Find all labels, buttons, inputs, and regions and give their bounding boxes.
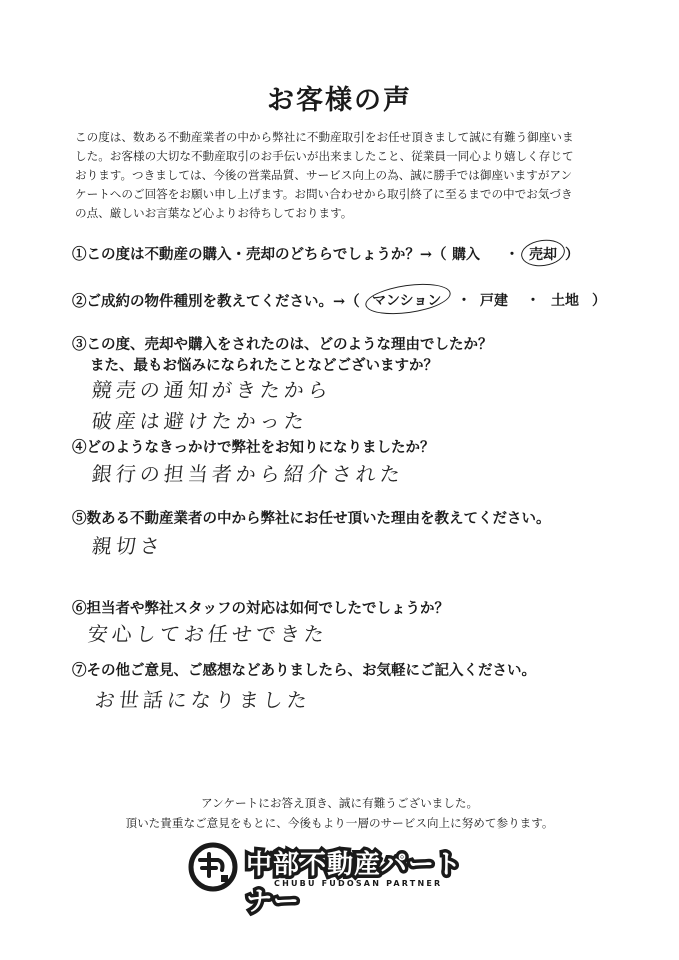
intro-text bbox=[75, 128, 610, 223]
answer-3-line-1: 競売の通知がきたから bbox=[90, 378, 334, 402]
answer-3-line-2: 破産は避けたかった bbox=[90, 409, 310, 433]
intro-line: ケートへのご回答をお願い申し上げます。お問い合わせから取引終了に至るまでの中でお気づき bbox=[75, 187, 573, 201]
question-3-line-2: また、最もお悩みになられたことなどございますか？ bbox=[90, 357, 438, 374]
option-purchase[interactable]: 購入 bbox=[452, 247, 480, 263]
answer-5: 親切さ bbox=[90, 534, 166, 558]
option-house[interactable]: 戸建 bbox=[480, 293, 508, 309]
question-1: ①この度は不動産の購入・売却のどちらでしょうか？→（ bbox=[72, 246, 447, 263]
option-close-paren: ） bbox=[565, 247, 579, 263]
answer-4: 銀行の担当者から紹介された bbox=[90, 462, 406, 486]
intro-line: の点、厳しいお言葉など心よりお待ちしております。 bbox=[75, 206, 353, 220]
logo-mark-icon bbox=[188, 842, 238, 892]
option-separator: ・ bbox=[505, 247, 519, 263]
selected-circle-mansion bbox=[363, 279, 452, 319]
closing-line-2: 頂いた貴重なご意見をもとに、今後もより一層のサービス向上に努めて参ります。 bbox=[125, 816, 554, 830]
question-3-line-1: ③この度、売却や購入をされたのは、どのような理由でしたか？ bbox=[72, 336, 493, 353]
option-sale[interactable]: 売却 bbox=[529, 247, 557, 263]
question-2: ②ご成約の物件種別を教えてください。→（ bbox=[72, 293, 360, 310]
intro-line: した。お客様の大切な不動産取引のお手伝いが出来ましたこと、従業員一同心より嬉しく存じて bbox=[75, 149, 574, 163]
question-4: ④どのようなきっかけで弊社をお知りになりましたか？ bbox=[72, 439, 435, 456]
page-title: お客様の声 bbox=[267, 85, 412, 116]
intro-line: おります。つきましては、今後の営業品質、サービス向上の為、誠に勝手では御座いますがアン bbox=[75, 168, 573, 182]
answer-7: お世話になりました bbox=[93, 688, 313, 712]
option-separator: ・ bbox=[457, 293, 471, 309]
answer-6: 安心してお任せできた bbox=[86, 622, 330, 646]
company-logo bbox=[188, 842, 484, 917]
closing-line-1: アンケートにお答え頂き、誠に有難うございました。 bbox=[200, 796, 479, 810]
question-7: ⑦その他ご意見、ご感想などありましたら、お気軽にご記入ください。 bbox=[72, 662, 536, 679]
intro-line: この度は、数ある不動産業者の中から弊社に不動産取引をお任せ頂きまして誠に有難う御座いま bbox=[75, 130, 574, 144]
question-5: ⑤数ある不動産業者の中から弊社にお任せ頂いた理由を教えてください。 bbox=[72, 510, 551, 527]
logo-name: 中部不動産パートナー bbox=[246, 850, 463, 917]
question-6: ⑥担当者や弊社スタッフの対応は如何でしたでしょうか？ bbox=[72, 600, 449, 617]
option-mansion[interactable]: マンション bbox=[372, 293, 442, 309]
selected-circle-sale bbox=[519, 237, 566, 269]
logo-subtitle: CHUBU FUDOSAN PARTNER bbox=[274, 879, 443, 888]
option-land[interactable]: 土地 bbox=[551, 293, 579, 309]
option-close-paren: ） bbox=[592, 293, 606, 309]
option-separator: ・ bbox=[526, 293, 540, 309]
